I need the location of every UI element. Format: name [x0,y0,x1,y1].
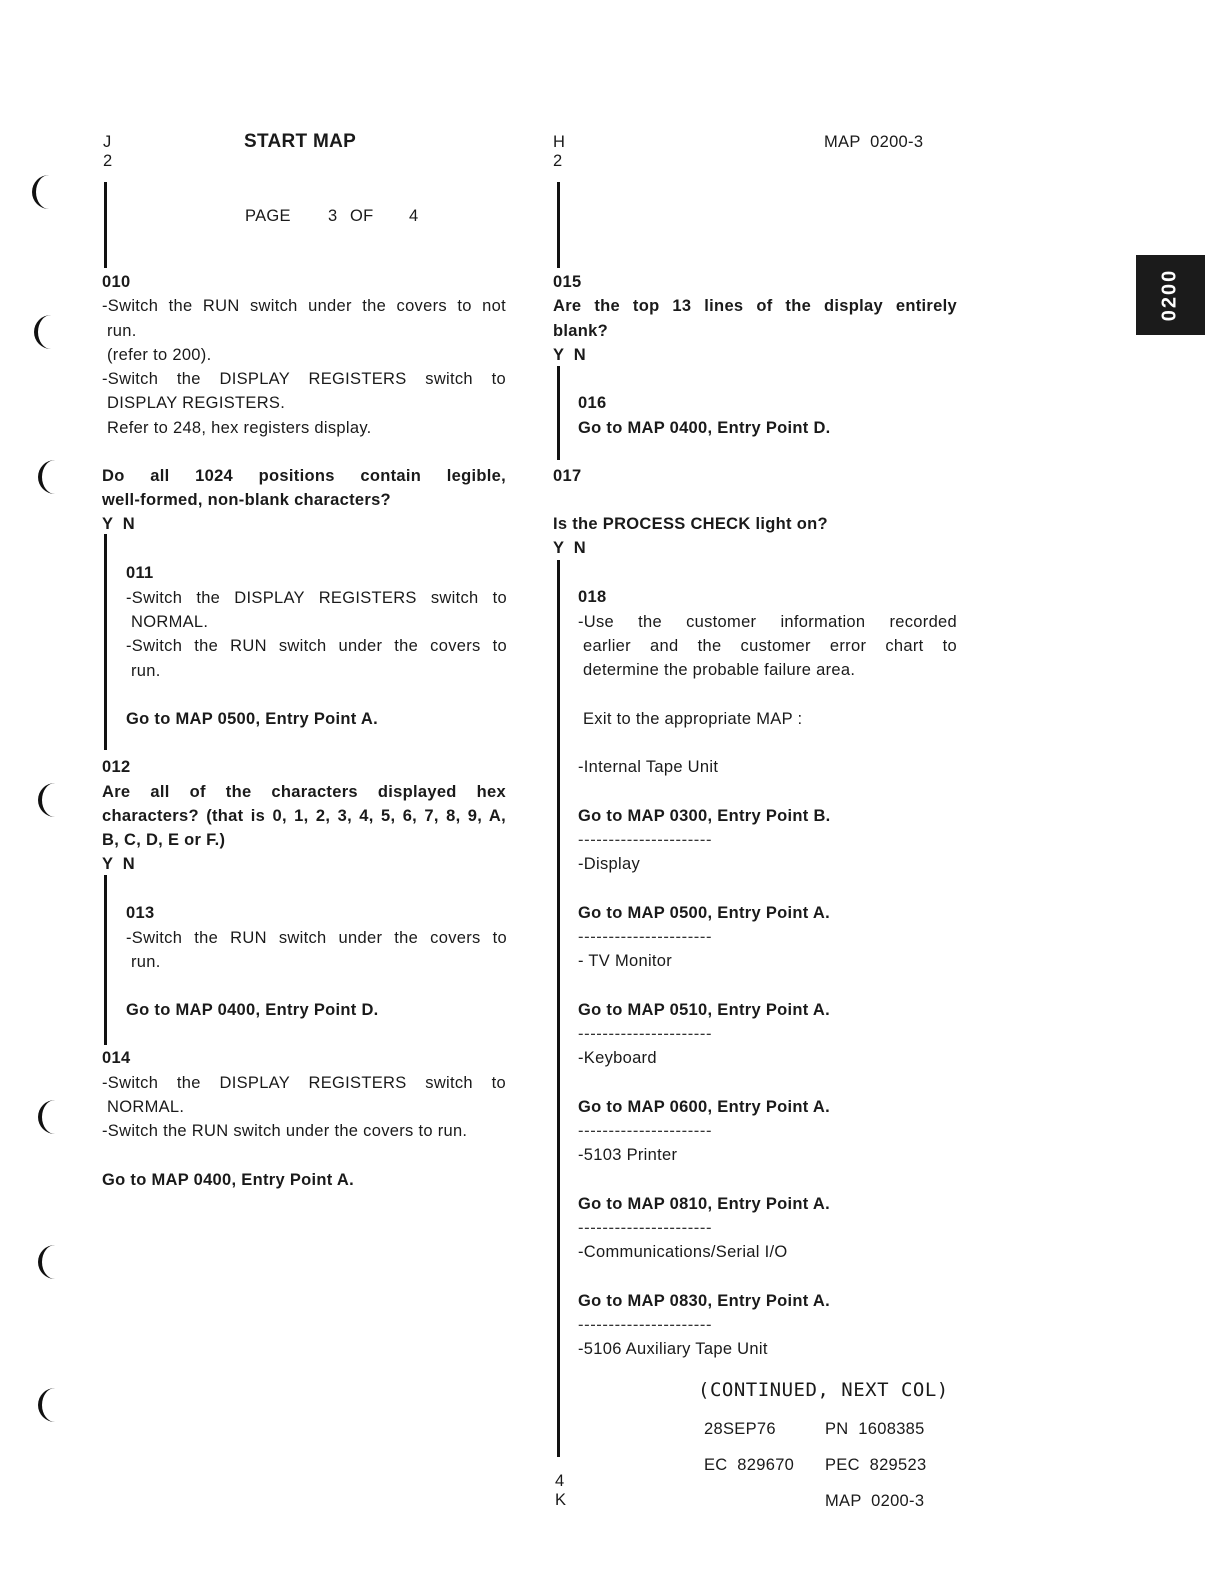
map-id-footer: MAP 0200-3 [825,1492,925,1510]
step-012-line: B, C, D, E or F.) [102,831,226,849]
step-010-number: 010 [102,273,131,291]
binder-hole-icon [38,460,72,494]
step-010-line: Refer to 248, hex registers display. [107,419,372,437]
step-014-goto: Go to MAP 0400, Entry Point A. [102,1171,354,1189]
option-goto: Go to MAP 0830, Entry Point A. [578,1292,830,1310]
right-ref-top: H [553,133,566,151]
step-018-number: 018 [578,588,607,606]
page-current: 3 [328,207,338,225]
option-goto: Go to MAP 0810, Entry Point A. [578,1195,830,1213]
right-ref-bottom: 2 [553,152,563,170]
option-goto: Go to MAP 0510, Entry Point A. [578,1001,830,1019]
step-011-line: -Switch the RUN switch under the covers to [126,637,507,655]
step-011-line: NORMAL. [131,613,209,631]
bottom-ref-bottom: K [555,1491,567,1509]
binder-hole-icon [38,1245,72,1279]
page-total: 4 [409,207,419,225]
flow-line [557,560,560,1457]
footer-ec-number: EC 829670 [704,1456,795,1474]
continued-note: (CONTINUED, NEXT COL) [698,1379,949,1401]
footer-date: 28SEP76 [704,1420,776,1438]
flow-line [104,875,107,1045]
option-label: -5103 Printer [578,1146,678,1164]
binder-hole-icon [38,1100,72,1134]
option-separator: ---------------------- [578,1219,713,1237]
page-title: START MAP [244,131,357,152]
step-010-line: (refer to 200). [107,346,212,364]
step-015-line: blank? [553,322,608,340]
step-016-number: 016 [578,394,607,412]
step-018-line: earlier and the customer error chart to [583,637,957,655]
flow-line [104,534,107,750]
step-011-line: -Switch the DISPLAY REGISTERS switch to [126,589,507,607]
step-013-goto: Go to MAP 0400, Entry Point D. [126,1001,379,1019]
step-014-number: 014 [102,1049,131,1067]
yes-no-label: Y N [102,855,135,873]
step-010-line: -Switch the RUN switch under the covers to not [102,297,506,315]
option-separator: ---------------------- [578,1122,713,1140]
binder-hole-icon [38,783,72,817]
step-012-line: Are all of the characters displayed hex [102,783,506,801]
step-013-number: 013 [126,904,155,922]
binder-hole-icon [38,1388,72,1422]
footer-part-number: PN 1608385 [825,1420,925,1438]
step-010-line: -Switch the DISPLAY REGISTERS switch to [102,370,506,388]
map-id-header: MAP 0200-3 [824,133,924,151]
option-label: -Keyboard [578,1049,657,1067]
step-017-question: Is the PROCESS CHECK light on? [553,515,828,533]
step-014-line: -Switch the RUN switch under the covers to run. [102,1122,468,1140]
step-015-line: Are the top 13 lines of the display entirely [553,297,957,315]
option-goto: Go to MAP 0300, Entry Point B. [578,807,831,825]
page-label: PAGE [245,207,291,225]
step-011-line: run. [131,662,161,680]
page-of: OF [350,207,374,225]
question-1024-positions: Do all 1024 positions contain legible, [102,467,506,485]
binder-hole-icon [32,175,66,209]
option-label: -Internal Tape Unit [578,758,719,776]
option-separator: ---------------------- [578,1316,713,1334]
option-separator: ---------------------- [578,928,713,946]
flow-line [557,366,560,460]
step-014-line: -Switch the DISPLAY REGISTERS switch to [102,1074,506,1092]
option-goto: Go to MAP 0600, Entry Point A. [578,1098,830,1116]
yes-no-label: Y N [553,346,586,364]
flow-line [104,182,107,268]
step-018-line: determine the probable failure area. [583,661,856,679]
option-label: -5106 Auxiliary Tape Unit [578,1340,768,1358]
step-016-goto: Go to MAP 0400, Entry Point D. [578,419,831,437]
step-010-line: run. [107,322,137,340]
option-goto: Go to MAP 0500, Entry Point A. [578,904,830,922]
step-014-line: NORMAL. [107,1098,185,1116]
section-tab [1136,255,1205,335]
option-separator: ---------------------- [578,831,713,849]
step-010-line: DISPLAY REGISTERS. [107,394,286,412]
step-017-number: 017 [553,467,582,485]
option-separator: ---------------------- [578,1025,713,1043]
left-ref-bottom: 2 [103,152,113,170]
step-011-number: 011 [126,564,154,582]
step-015-number: 015 [553,273,582,291]
bottom-ref-top: 4 [555,1472,565,1490]
option-label: - TV Monitor [578,952,673,970]
step-012-line: characters? (that is 0, 1, 2, 3, 4, 5, 6, 7, 8, 9, A, [102,807,506,825]
step-012-number: 012 [102,758,131,776]
step-011-goto: Go to MAP 0500, Entry Point A. [126,710,378,728]
footer-pec-number: PEC 829523 [825,1456,927,1474]
step-013-line: run. [131,953,161,971]
option-label: -Display [578,855,640,873]
yes-no-label: Y N [553,539,586,557]
question-1024-positions-cont: well-formed, non-blank characters? [102,491,391,509]
left-ref-top: J [103,133,112,151]
step-013-line: -Switch the RUN switch under the covers to [126,929,507,947]
flow-line [557,182,560,268]
binder-hole-icon [34,315,68,349]
yes-no-label: Y N [102,515,135,533]
step-018-line: -Use the customer information recorded [578,613,957,631]
step-018-exit: Exit to the appropriate MAP : [583,710,803,728]
section-tab-label: 0200 [1158,268,1181,322]
option-label: -Communications/Serial I/O [578,1243,788,1261]
